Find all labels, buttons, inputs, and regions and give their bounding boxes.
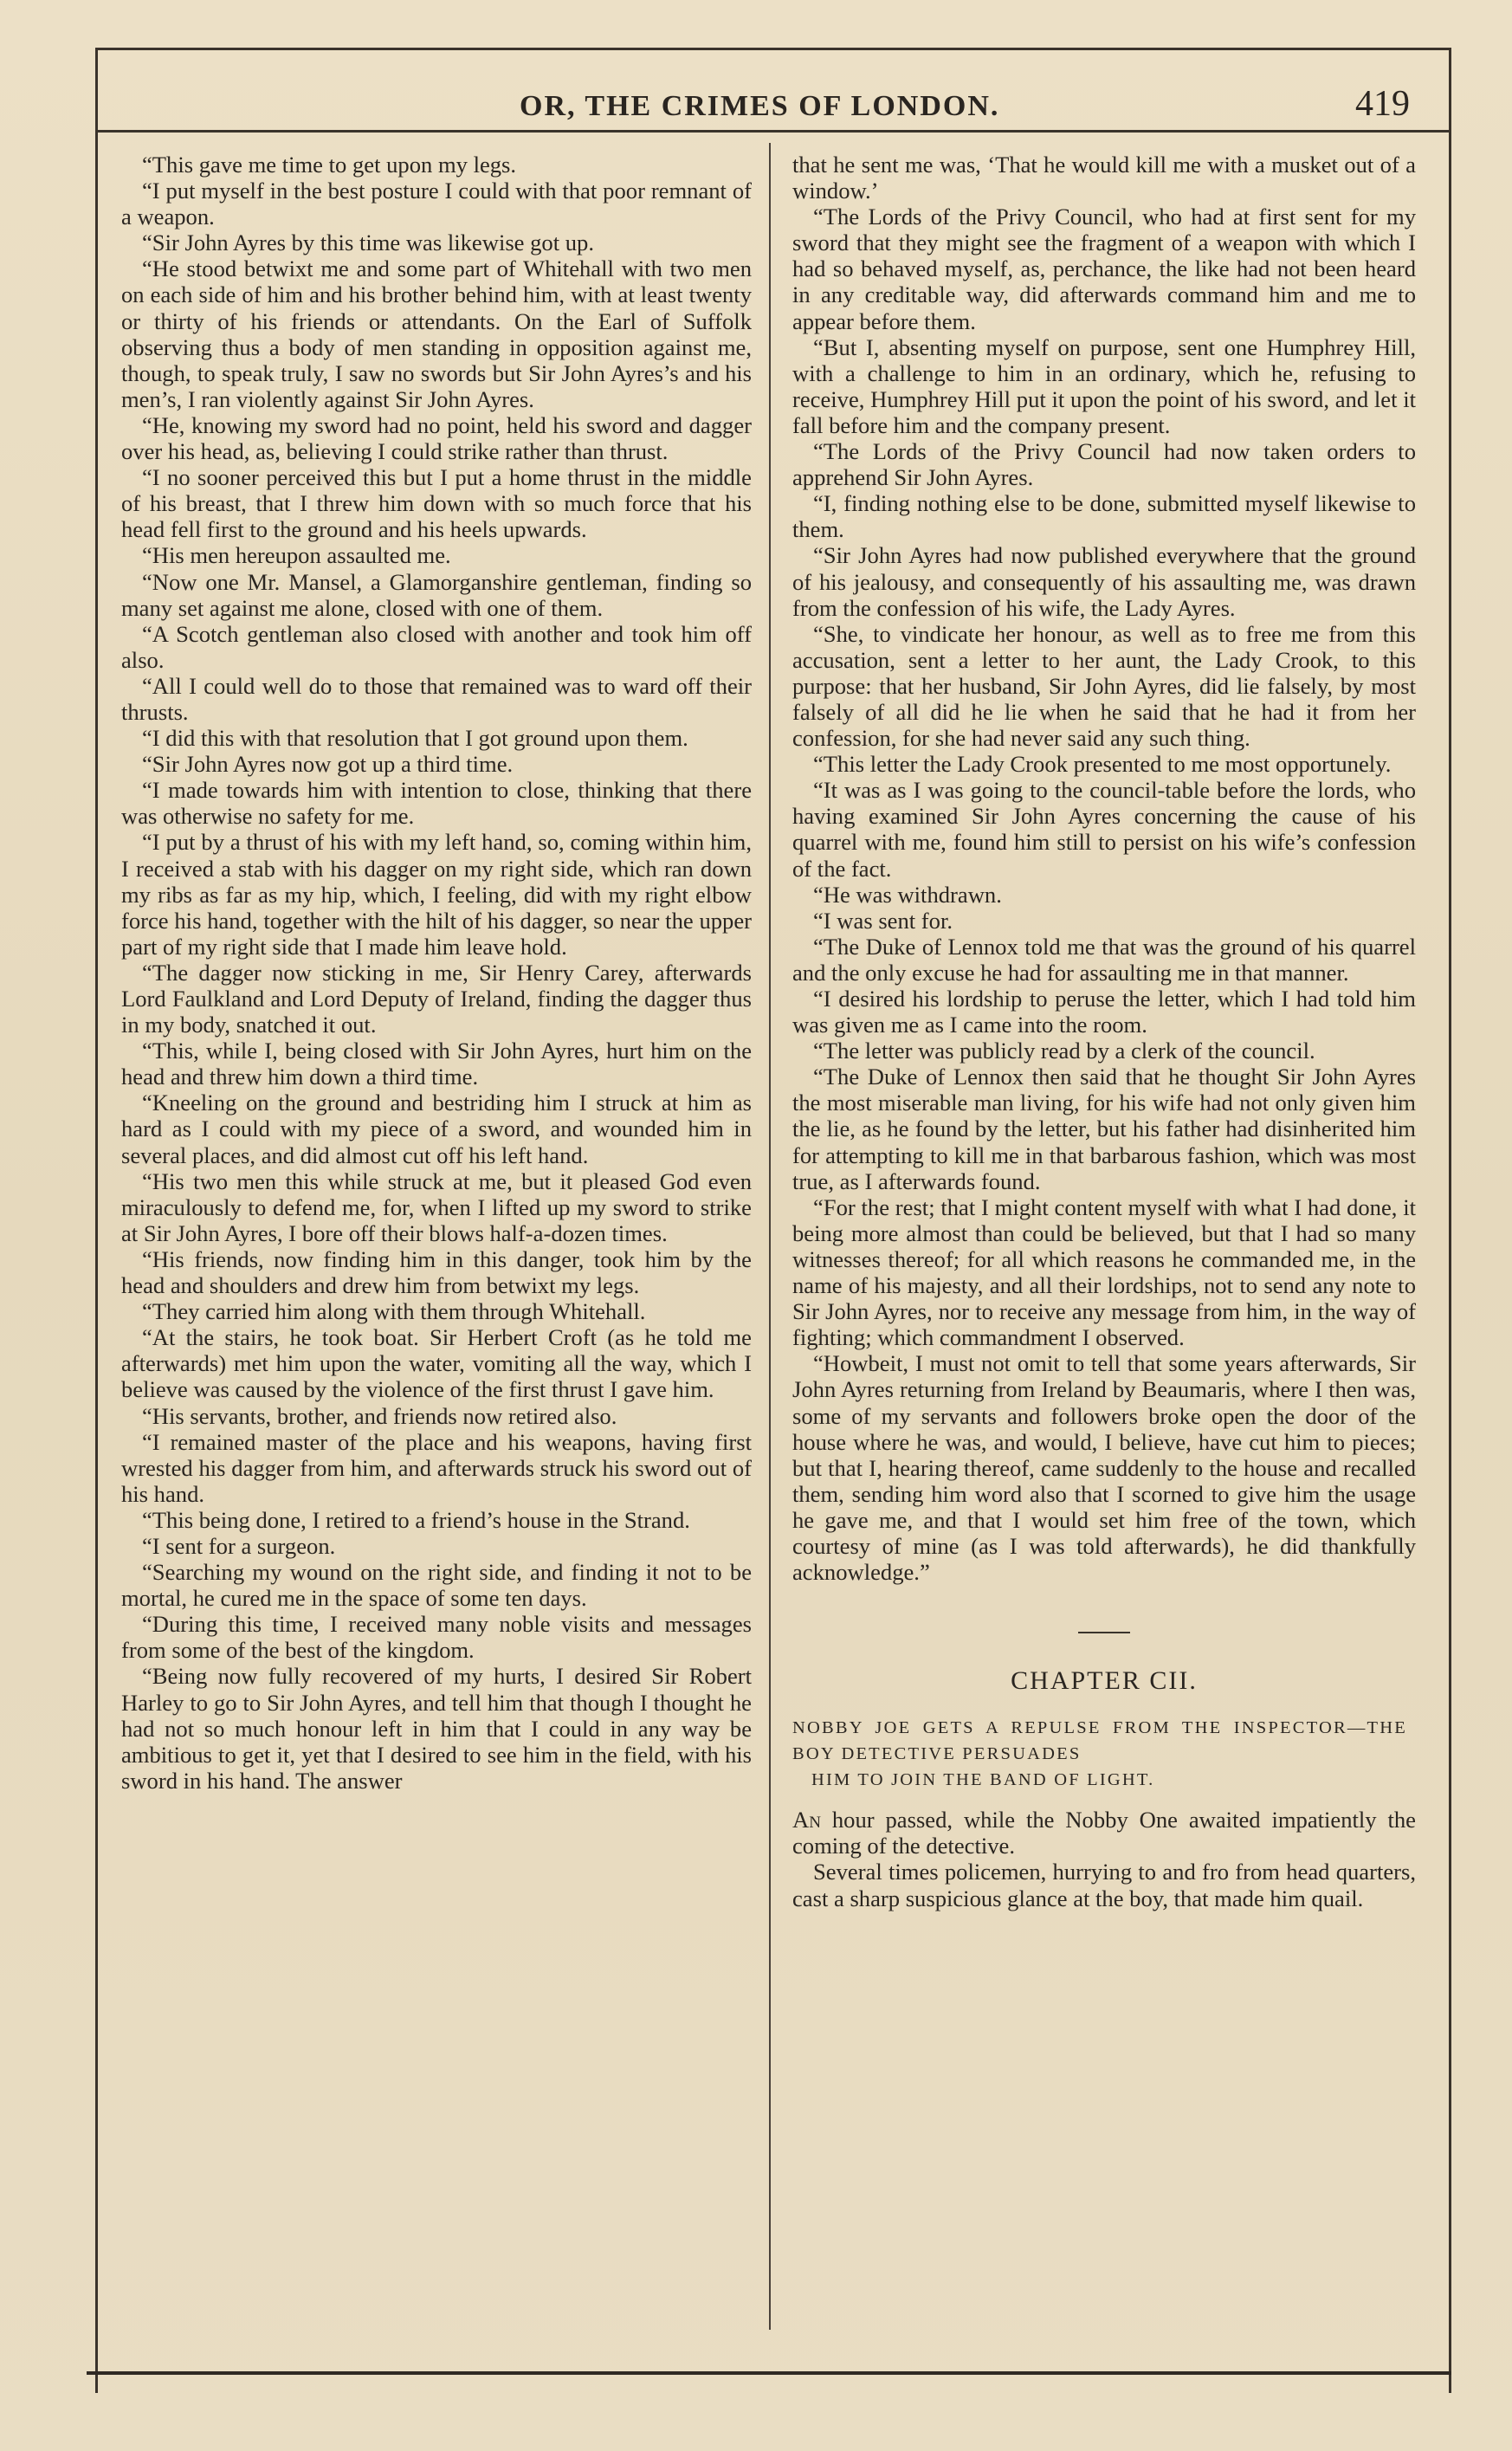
paragraph: “They carried him along with them through Whitehall. — [142, 1298, 646, 1325]
paragraph-continuation: that he sent me was, ‘That he would kill me with a musket out of a window.’ — [792, 152, 1416, 204]
paragraph: “All I could well do to those that remained was to ward off their thrusts. — [121, 672, 752, 725]
paragraph: “I desired his lordship to peruse the letter, which I had told him was given me as I came into the room. — [792, 986, 1416, 1038]
header-rule — [95, 130, 1451, 133]
paragraph: “He stood betwixt me and some part of Whitehall with two men on each side of him and his brother behind him, with at least twenty or thirty of his friends or attendants. On the Earl of Suffolk observing thus a body of men standing in opposition against me, though, to speak truly, I saw no swords but Sir John Ayres’s and his men’s, I ran violently against Sir John Ayres. — [121, 255, 752, 412]
paragraph: “Sir John Ayres now got up a third time. — [142, 751, 514, 778]
paragraph: “At the stairs, he took boat. Sir Herbert Croft (as he told me afterwards) met him upon the water, vomiting all the way, which I believe was caused by the violence of the first thrust I gave him. — [121, 1324, 752, 1403]
running-head: OR, THE CRIMES OF LONDON. — [520, 90, 1000, 122]
page-number: 419 — [1355, 84, 1410, 124]
paragraph: “I did this with that resolution that I got ground upon them. — [142, 725, 688, 752]
paragraph: “I was sent for. — [813, 907, 953, 934]
paragraph: “I sent for a surgeon. — [142, 1532, 336, 1559]
paragraph: “I put myself in the best posture I could with that poor remnant of a weapon. — [121, 178, 752, 230]
chapter-summary-line: HIM TO JOIN THE BAND OF LIGHT. — [811, 1770, 1155, 1790]
paragraph: “Howbeit, I must not omit to tell that some years afterwards, Sir John Ayres returning from Ireland by Beaumaris, where I then was, some of my servants and followers broke open the door of the house where he was, and would, I believe, have cut him to pieces; but that I, hearing thereof, came suddenly to the house and recalled them, sending him word also that I scorned to give him the usage he gave me, and that I would set him free of the town, which courtesy of mine (as I was told afterwards), he did thankfully acknowledge.” — [792, 1350, 1416, 1586]
paragraph: “Now one Mr. Mansel, a Glamorganshire gentleman, finding so many set against me alone, closed with one of them. — [121, 568, 752, 621]
chapter-summary-line: NOBBY JOE GETS A REPULSE FROM THE INSPECTOR—THE BOY DETECTIVE PERSUADES — [792, 1718, 1407, 1764]
paragraph: “It was as I was going to the council-table before the lords, who having examined Sir John Ayres concerning the cause of his quarrel with me, found him still to persist on his wife’s confession of the fact. — [792, 777, 1416, 882]
paragraph: “He was withdrawn. — [813, 881, 1002, 908]
paragraph: “I put by a thrust of his with my left hand, so, coming within him, I received a stab with his dagger on my right side, which ran down my ribs as far as my hip, which, I feeling, did with my right elbow force his hand, together with the hilt of his dagger, so near the upper part of my right side that I made him leave hold. — [121, 829, 752, 960]
paragraph: “This, while I, being closed with Sir John Ayres, hurt him on the head and threw him down a third time. — [121, 1038, 752, 1090]
paragraph: “The Lords of the Privy Council had now taken orders to apprehend Sir John Ayres. — [792, 438, 1416, 491]
paragraph: “I no sooner perceived this but I put a home thrust in the middle of his breast, that I threw him down with so much force that his head fell first to the ground and his heels upwards. — [121, 464, 752, 543]
paragraph: “The Lords of the Privy Council, who had at first sent for my sword that they might see the fragment of a weapon with which I had so behaved myself, as, perchance, the like had not been heard in any creditable way, did afterwards command him and me to appear before them. — [792, 204, 1416, 334]
paragraph: “This being done, I retired to a friend’s house in the Strand. — [142, 1506, 690, 1533]
section-divider — [1078, 1632, 1130, 1633]
paragraph: “Searching my wound on the right side, and finding it not to be mortal, he cured me in the space of some ten days. — [121, 1559, 752, 1612]
paragraph: “The letter was publicly read by a clerk of the council. — [813, 1038, 1315, 1064]
paragraph: “She, to vindicate her honour, as well as to free me from this accusation, sent a letter to her aunt, the Lady Crook, to this purpose: that her husband, Sir John Ayres, did lie falsely, by most falsely of all did he lie when he said that he had it from her confession, for she had never said any such thing. — [792, 620, 1416, 752]
paragraph: “But I, absenting myself on purpose, sent one Humphrey Hill, with a challenge to him in an ordinary, which he, refusing to receive, Humphrey Hill put it upon the point of his sword, and let it fall before him and the company present. — [792, 333, 1416, 438]
paragraph: “Kneeling on the ground and bestriding him I struck at him as hard as I could with my piece of a sword, and wounded him in several places, and did almost cut off his left hand. — [121, 1090, 752, 1168]
chapter-opening-paragraph — [792, 1807, 1416, 1859]
paragraph: “During this time, I received many noble visits and messages from some of the best of the kingdom. — [121, 1611, 752, 1664]
paragraph: “Sir John Ayres had now published everywhere that the ground of his jealousy, and consequently of his assaulting me, was drawn from the confession of his wife, the Lady Ayres. — [792, 542, 1416, 621]
paragraph: “His friends, now finding him in this danger, took him by the head and shoulders and drew him from betwixt my legs. — [121, 1245, 752, 1299]
column-divider — [769, 143, 771, 2330]
paragraph: “Being now fully recovered of my hurts, I desired Sir Robert Harley to go to Sir John Ayres, and tell him that though I thought he had not so much honour left in him that I could in any way be ambitious to get it, yet that I desired to see him in the field, with his sword in his hand. The answer — [121, 1663, 752, 1794]
right-column — [792, 152, 1416, 1911]
paragraph: “His servants, brother, and friends now retired also. — [142, 1402, 617, 1429]
paragraph: “His men hereupon assaulted me. — [142, 542, 451, 569]
left-column — [121, 152, 752, 1794]
opening-text: hour passed, while the Nobby One awaited impatiently the coming of the detective. — [792, 1807, 1416, 1859]
paragraph: “I remained master of the place and his weapons, having first wrested his dagger from him, and afterwards struck his sword out of his hand. — [121, 1428, 752, 1507]
chapter-summary — [792, 1715, 1416, 1793]
paragraph: “The Duke of Lennox then said that he thought Sir John Ayres the most miserable man living, for his wife had not only given him the lie, as he found by the letter, but his father had disinherited him for attempting to kill me in that barbarous fashion, which was most true, as I afterwards found. — [792, 1064, 1416, 1194]
paragraph: Several times policemen, hurrying to and fro from head quarters, cast a sharp suspicious glance at the boy, that made him quail. — [792, 1859, 1416, 1911]
opening-word: An — [792, 1807, 821, 1833]
paragraph: “This gave me time to get upon my legs. — [142, 152, 517, 178]
paragraph: “A Scotch gentleman also closed with another and took him off also. — [121, 620, 752, 673]
chapter-title: CHAPTER CII. — [1011, 1666, 1198, 1696]
paragraph: “For the rest; that I might content myself with what I had done, it being more almost than could be believed, but that I had so many witnesses thereof; for all which reasons he commanded me, in the name of his majesty, and all their lordships, not to send any note to Sir John Ayres, nor to receive any message from him, in the way of fighting; which commandment I observed. — [792, 1193, 1416, 1351]
footer-rule — [87, 2371, 1451, 2375]
paragraph: “I, finding nothing else to be done, submitted myself likewise to them. — [792, 490, 1416, 543]
paragraph: “I made towards him with intention to close, thinking that there was otherwise no safety for me. — [121, 777, 752, 830]
paragraph: “His two men this while struck at me, but it pleased God even miraculously to defend me, for, when I lifted up my sword to strike at Sir John Ayres, I bore off their blows half-a-dozen times. — [121, 1167, 752, 1246]
paragraph: “He, knowing my sword had no point, held his sword and dagger over his head, as, believing I could strike rather than thrust. — [121, 411, 752, 465]
paragraph: “Sir John Ayres by this time was likewise got up. — [142, 230, 595, 256]
paragraph: “This letter the Lady Crook presented to me most opportunely. — [813, 751, 1392, 778]
paragraph: “The dagger now sticking in me, Sir Henry Carey, afterwards Lord Faulkland and Lord Deputy of Ireland, finding the dagger thus in my body, snatched it out. — [121, 959, 752, 1038]
paragraph: “The Duke of Lennox told me that was the ground of his quarrel and the only excuse he had for assaulting me in that manner. — [792, 933, 1416, 986]
